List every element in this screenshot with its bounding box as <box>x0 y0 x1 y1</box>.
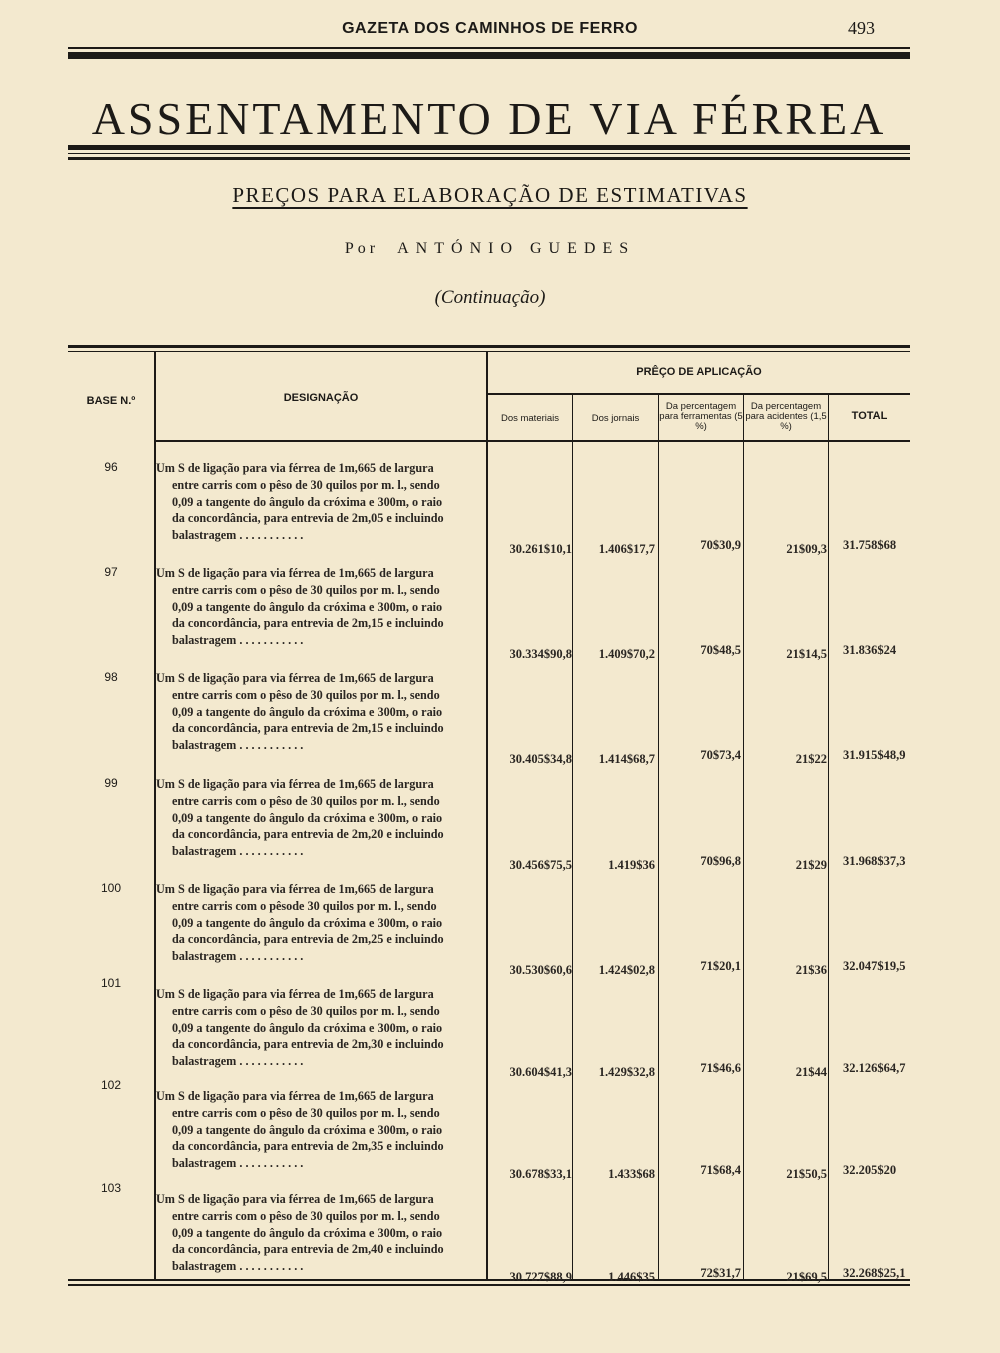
designation-line: entre carris com o pêso de 30 quilos por m. l., sendo <box>172 793 440 808</box>
table-row <box>68 881 910 986</box>
table-row <box>68 1078 910 1190</box>
author-prefix: Por <box>344 240 380 257</box>
designation-line: 0,09 a tangente do ângulo da cróxima e 300m, o raio <box>172 599 443 614</box>
row-ferramentas: 70$73,4 <box>700 748 741 762</box>
row-designation <box>156 565 488 649</box>
designation-line: Um S de ligação para via férrea de 1m,665 de largura <box>156 777 434 791</box>
row-ferramentas: 71$68,4 <box>700 1163 741 1177</box>
table-row <box>68 776 910 881</box>
row-jornais: 1.446$35 <box>608 1270 655 1284</box>
header-rule-thick <box>68 52 910 59</box>
row-materiais: 30.456$75,5 <box>509 858 572 872</box>
designation-line: 0,09 a tangente do ângulo da cróxima e 300m, o raio <box>172 915 443 930</box>
row-base-number: 96 <box>104 460 118 474</box>
row-ferramentas: 70$30,9 <box>700 538 741 552</box>
designation-line: Um S de ligação para via férrea de 1m,665 de largura <box>156 671 434 685</box>
designation-line: da concordância, para entrevia de 2m,15 e incluindo <box>172 616 444 631</box>
header-rule <box>68 47 910 49</box>
designation-line: da concordância, para entrevia de 2m,05 e incluindo <box>172 511 444 526</box>
designation-line: da concordância, para entrevia de 2m,15 e incluindo <box>172 721 444 736</box>
price-table <box>68 345 910 1285</box>
designation-line: balastragem . . . . . . . . . . . <box>172 1054 304 1069</box>
row-designation <box>156 460 488 544</box>
designation-line: entre carris com o pêso de 30 quilos por m. l., sendo <box>172 582 440 597</box>
designation-line: Um S de ligação para via férrea de 1m,665 de largura <box>156 1192 434 1206</box>
header-total: TOTAL <box>851 410 888 422</box>
row-total: 32.126$64,7 <box>843 1061 906 1075</box>
title-rule-thin <box>68 153 910 154</box>
table-row <box>68 976 910 1088</box>
designation-line: balastragem . . . . . . . . . . . <box>172 738 304 753</box>
row-designation <box>156 986 488 1070</box>
row-acidentes: 21$44 <box>795 1065 827 1079</box>
row-total: 31.915$48,9 <box>843 748 906 762</box>
header-base: BASE N.º <box>86 395 136 407</box>
row-materiais: 30.727$88,9 <box>509 1270 572 1284</box>
table-row <box>68 670 910 775</box>
article-title: ASSENTAMENTO DE VIA FÉRREA <box>91 93 887 144</box>
row-designation <box>156 776 488 860</box>
row-acidentes: 21$29 <box>795 858 827 872</box>
row-acidentes: 21$14,5 <box>786 647 827 661</box>
row-acidentes: 21$69,5 <box>786 1270 827 1284</box>
designation-line: da concordância, para entrevia de 2m,35 e incluindo <box>172 1139 444 1154</box>
row-ferramentas: 72$31,7 <box>700 1266 741 1280</box>
row-base-number: 101 <box>100 976 122 990</box>
row-materiais: 30.334$90,8 <box>509 647 572 661</box>
continuation-note: (Continuação) <box>434 287 546 308</box>
designation-line: entre carris com o pêsode 30 quilos por m. l., sendo <box>172 898 437 913</box>
table-row <box>68 1181 910 1293</box>
row-ferramentas: 70$96,8 <box>700 854 741 868</box>
table-top-rule <box>68 345 910 348</box>
article-subtitle: PREÇOS PARA ELABORAÇÃO DE ESTIMATIVAS <box>232 183 748 207</box>
designation-line: Um S de ligação para via férrea de 1m,665 de largura <box>156 987 434 1001</box>
table-row <box>68 460 910 565</box>
row-materiais: 30.604$41,3 <box>509 1065 572 1079</box>
row-acidentes: 21$36 <box>795 963 827 977</box>
row-ferramentas: 71$46,6 <box>700 1061 741 1075</box>
designation-line: 0,09 a tangente do ângulo da cróxima e 300m, o raio <box>172 1122 443 1137</box>
row-total: 31.758$68 <box>843 538 897 552</box>
row-base-number: 97 <box>104 565 118 579</box>
row-jornais: 1.409$70,2 <box>598 647 655 661</box>
row-total: 31.836$24 <box>843 643 897 657</box>
designation-line: Um S de ligação para via férrea de 1m,665 de largura <box>156 1089 434 1103</box>
designation-line: 0,09 a tangente do ângulo da cróxima e 300m, o raio <box>172 1225 443 1240</box>
row-total: 32.047$19,5 <box>843 959 906 973</box>
designation-line: balastragem . . . . . . . . . . . <box>172 949 304 964</box>
row-base-number: 103 <box>100 1181 122 1195</box>
designation-line: 0,09 a tangente do ângulo da cróxima e 300m, o raio <box>172 704 443 719</box>
designation-line: 0,09 a tangente do ângulo da cróxima e 300m, o raio <box>172 810 443 825</box>
row-materiais: 30.405$34,8 <box>509 752 572 766</box>
designation-line: entre carris com o pêso de 30 quilos por m. l., sendo <box>172 1105 440 1120</box>
row-base-number: 99 <box>104 776 118 790</box>
designation-line: balastragem . . . . . . . . . . . <box>172 1156 304 1171</box>
row-jornais: 1.429$32,8 <box>598 1065 655 1079</box>
row-jornais: 1.414$68,7 <box>598 752 655 766</box>
row-total: 32.205$20 <box>843 1163 897 1177</box>
designation-line: 0,09 a tangente do ângulo da cróxima e 300m, o raio <box>172 494 443 509</box>
row-designation <box>156 670 488 754</box>
table-top-rule-thin <box>68 351 910 352</box>
row-acidentes: 21$50,5 <box>786 1167 827 1181</box>
header-jornais: Dos jornais <box>591 413 640 424</box>
header-preco: PRÊÇO DE APLICAÇÃO <box>636 366 762 378</box>
row-ferramentas: 70$48,5 <box>700 643 741 657</box>
row-base-number: 102 <box>100 1078 122 1092</box>
designation-line: da concordância, para entrevia de 2m,30 e incluindo <box>172 1037 444 1052</box>
row-designation <box>156 881 488 965</box>
designation-line: da concordância, para entrevia de 2m,25 e incluindo <box>172 932 444 947</box>
designation-line: entre carris com o pêso de 30 quilos por m. l., sendo <box>172 1003 440 1018</box>
row-total: 32.268$25,1 <box>843 1266 906 1280</box>
header-ferramentas: Da percentagem para ferramentas (5 %) <box>659 401 743 432</box>
header-acidentes: Da percentagem para acidentes (1,5 %) <box>745 401 827 432</box>
designation-line: da concordância, para entrevia de 2m,40 e incluindo <box>172 1242 444 1257</box>
designation-line: 0,09 a tangente do ângulo da cróxima e 300m, o raio <box>172 1020 443 1035</box>
author-line <box>0 240 980 258</box>
row-total: 31.968$37,3 <box>843 854 906 868</box>
author-name: ANTÓNIO GUEDES <box>397 240 636 257</box>
row-acidentes: 21$09,3 <box>786 542 827 556</box>
row-designation <box>156 1088 488 1172</box>
page-number: 493 <box>848 18 875 38</box>
designation-line: Um S de ligação para via férrea de 1m,665 de largura <box>156 461 434 475</box>
row-jornais: 1.433$68 <box>608 1167 655 1181</box>
designation-line: Um S de ligação para via férrea de 1m,665 de largura <box>156 882 434 896</box>
row-base-number: 98 <box>104 670 118 684</box>
designation-line: da concordância, para entrevia de 2m,20 e incluindo <box>172 827 444 842</box>
running-title: GAZETA DOS CAMINHOS DE FERRO <box>342 20 638 37</box>
row-materiais: 30.530$60,6 <box>509 963 572 977</box>
row-acidentes: 21$22 <box>795 752 827 766</box>
title-rule-thick <box>68 145 910 150</box>
designation-line: balastragem . . . . . . . . . . . <box>172 528 304 543</box>
row-jornais: 1.424$02,8 <box>598 963 655 977</box>
header-bottom-rule <box>154 440 910 442</box>
header-designacao: DESIGNAÇÃO <box>283 392 359 404</box>
table-row <box>68 565 910 670</box>
row-jornais: 1.406$17,7 <box>598 542 655 556</box>
row-ferramentas: 71$20,1 <box>700 959 741 973</box>
designation-line: balastragem . . . . . . . . . . . <box>172 633 304 648</box>
designation-line: entre carris com o pêso de 30 quilos por m. l., sendo <box>172 687 440 702</box>
row-materiais: 30.678$33,1 <box>509 1167 572 1181</box>
header-materiais: Dos materiais <box>500 413 560 424</box>
row-jornais: 1.419$36 <box>608 858 655 872</box>
title-rule-thick-2 <box>68 157 910 160</box>
subheader-rule <box>486 393 910 395</box>
row-materiais: 30.261$10,1 <box>509 542 572 556</box>
designation-line: entre carris com o pêso de 30 quilos por m. l., sendo <box>172 1208 440 1223</box>
designation-line: entre carris com o pêso de 30 quilos por m. l., sendo <box>172 477 440 492</box>
designation-line: Um S de ligação para via férrea de 1m,665 de largura <box>156 566 434 580</box>
designation-line: balastragem . . . . . . . . . . . <box>172 844 304 859</box>
row-designation <box>156 1191 488 1275</box>
designation-line: balastragem . . . . . . . . . . . <box>172 1259 304 1274</box>
row-base-number: 100 <box>100 881 122 895</box>
